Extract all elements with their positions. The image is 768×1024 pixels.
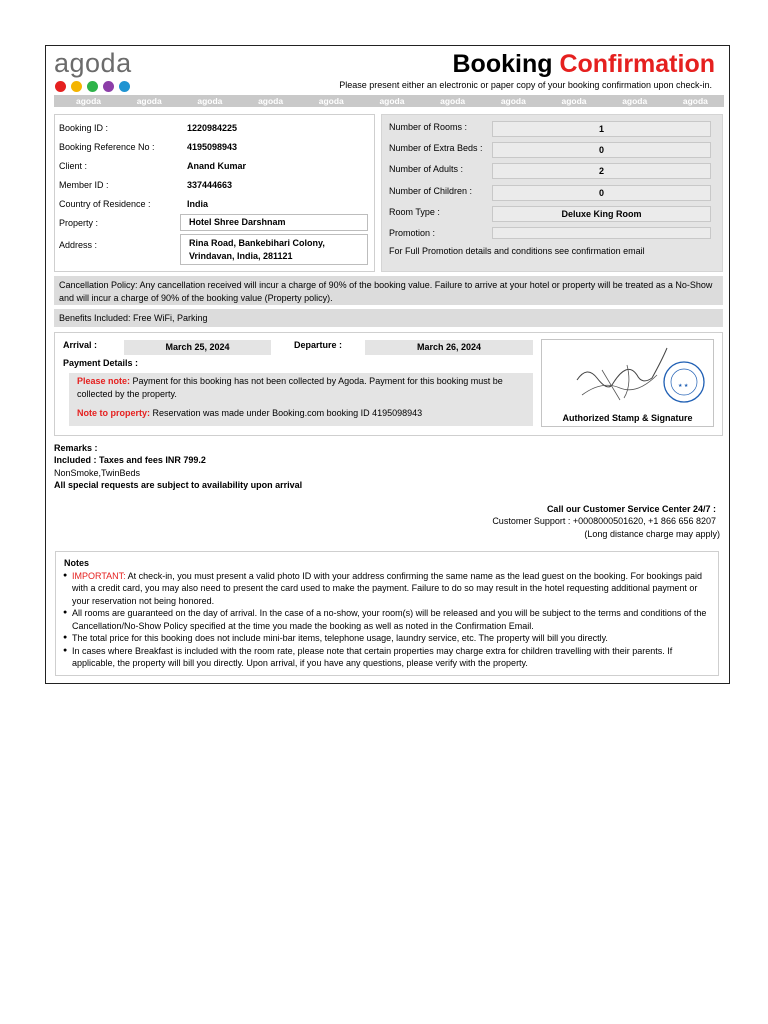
logo-dot-purple	[103, 81, 114, 92]
page-title	[453, 50, 716, 79]
member-id-label: Member ID :	[59, 180, 109, 190]
band-label: agoda	[76, 96, 102, 106]
signature-image	[542, 340, 712, 410]
logo-dot-green	[87, 81, 98, 92]
promotion-note: For Full Promotion details and conditions see confirmation email	[389, 246, 645, 256]
logo-dot-red	[55, 81, 66, 92]
client-label: Client :	[59, 161, 88, 171]
room-type-value: Deluxe King Room	[492, 206, 711, 222]
booking-id-value: 1220984225	[187, 123, 238, 133]
rooms-label: Number of Rooms :	[389, 122, 468, 132]
note-text: All rooms are guaranteed on the day of arrival. In the case of a no-show, your room(s) will be released and you will be subject to the terms and conditions of the Cancellation/No-Show Policy specified at the time you made the booking as well as noted in the Confirmation Email.	[72, 608, 707, 631]
payment-details-label: Payment Details :	[63, 358, 139, 368]
room-type-label: Room Type :	[389, 207, 440, 217]
promotion-value	[492, 227, 711, 239]
logo-dot-yellow	[71, 81, 82, 92]
band-label: agoda	[561, 96, 587, 106]
adults-value: 2	[492, 163, 711, 179]
title-booking: Booking	[452, 50, 553, 78]
benefits-included: Benefits Included: Free WiFi, Parking	[54, 309, 723, 327]
client-value: Anand Kumar	[187, 161, 247, 171]
support-numbers: Customer Support : +0008000501620, +1 866 656 8207	[492, 516, 716, 526]
country-label: Country of Residence :	[59, 199, 151, 209]
note-text: The total price for this booking does not include mini-bar items, telephone usage, laundry service, etc. The property will bill you directly.	[72, 633, 608, 643]
departure-value: March 26, 2024	[365, 340, 533, 355]
notes-title: Notes	[64, 558, 90, 568]
payment-notes	[69, 373, 533, 426]
page-subtitle: Please present either an electronic or paper copy of your booking confirmation upon check-in.	[339, 80, 712, 90]
agoda-band	[54, 95, 724, 107]
property-label: Property :	[59, 218, 99, 228]
support-note: (Long distance charge may apply)	[584, 529, 720, 539]
rooms-value: 1	[492, 121, 711, 137]
note-to-property-label: Note to property:	[77, 408, 150, 418]
address-field	[180, 234, 368, 265]
note-item	[64, 570, 710, 608]
booking-id-label: Booking ID :	[59, 123, 109, 133]
band-label: agoda	[136, 96, 162, 106]
band-label: agoda	[682, 96, 708, 106]
children-label: Number of Children :	[389, 186, 473, 196]
notes-box	[55, 551, 719, 676]
member-id-value: 337444663	[187, 180, 233, 190]
band-label: agoda	[440, 96, 466, 106]
remarks-title: Remarks :	[54, 443, 98, 453]
band-label: agoda	[318, 96, 344, 106]
svg-text:★ ★: ★ ★	[678, 383, 689, 389]
address-line-2: Vrindavan, India, 281121	[189, 251, 293, 261]
band-label: agoda	[197, 96, 223, 106]
support-title: Call our Customer Service Center 24/7 :	[546, 504, 716, 514]
please-note-text	[77, 375, 525, 400]
children-value: 0	[492, 185, 711, 201]
notes-list	[64, 570, 710, 670]
please-note-body: Payment for this booking has not been collected by Agoda. Payment for this booking must be collected by the property.	[77, 376, 503, 399]
stamp-box	[541, 339, 714, 427]
note-important-label: IMPORTANT:	[72, 570, 126, 581]
note-text: At check-in, you must present a valid photo ID with your address confirming the same name as the lead guest on the booking. For bookings paid with a credit card, you may also need to present the card used to make the payment. Failure to do so may result in the hotel requesting additional payment or your reservation not being honored.	[72, 570, 702, 606]
booking-confirmation-document	[45, 45, 730, 684]
title-confirmation: Confirmation	[559, 50, 715, 78]
adults-label: Number of Adults :	[389, 164, 464, 174]
please-note-label: Please note:	[77, 376, 131, 386]
promotion-label: Promotion :	[389, 228, 436, 238]
remarks-special-requests: All special requests are subject to availability upon arrival	[54, 480, 303, 490]
remarks-beds: NonSmoke,TwinBeds	[54, 468, 141, 478]
note-item	[64, 607, 710, 632]
note-text: In cases where Breakfast is included with the room rate, please note that certain properties may charge extra for children travelling with their parents. If applicable, the property will bill you directly. Upon arrival, if you have any questions, please verify with the property.	[72, 645, 673, 668]
band-label: agoda	[258, 96, 284, 106]
note-to-property-body: Reservation was made under Booking.com booking ID 4195098943	[150, 408, 423, 418]
country-value: India	[187, 199, 209, 209]
arrival-label: Arrival :	[63, 340, 98, 350]
departure-label: Departure :	[294, 340, 343, 350]
address-line-1: Rina Road, Bankebihari Colony,	[189, 238, 325, 248]
extra-beds-value: 0	[492, 142, 711, 158]
band-label: agoda	[622, 96, 648, 106]
note-item	[64, 645, 710, 670]
note-to-property-text	[77, 407, 525, 420]
band-label: agoda	[500, 96, 526, 106]
remarks-included: Included : Taxes and fees INR 799.2	[54, 455, 206, 465]
agoda-logo: agoda	[54, 48, 132, 78]
extra-beds-label: Number of Extra Beds :	[389, 143, 483, 153]
booking-ref-value: 4195098943	[187, 142, 238, 152]
cancellation-policy: Cancellation Policy: Any cancellation received will incur a charge of 90% of the booking value. Failure to arrive at your hotel or property will be treated as a No-Show and will incur a charge of 90% of the booking value (Property policy).	[54, 276, 723, 305]
stamp-caption: Authorized Stamp & Signature	[562, 413, 693, 423]
band-label: agoda	[379, 96, 405, 106]
property-field: Hotel Shree Darshnam	[180, 214, 368, 231]
address-label: Address :	[59, 240, 98, 250]
note-item	[64, 632, 710, 645]
arrival-value: March 25, 2024	[124, 340, 271, 355]
booking-ref-label: Booking Reference No :	[59, 142, 155, 152]
logo-dot-blue	[119, 81, 130, 92]
